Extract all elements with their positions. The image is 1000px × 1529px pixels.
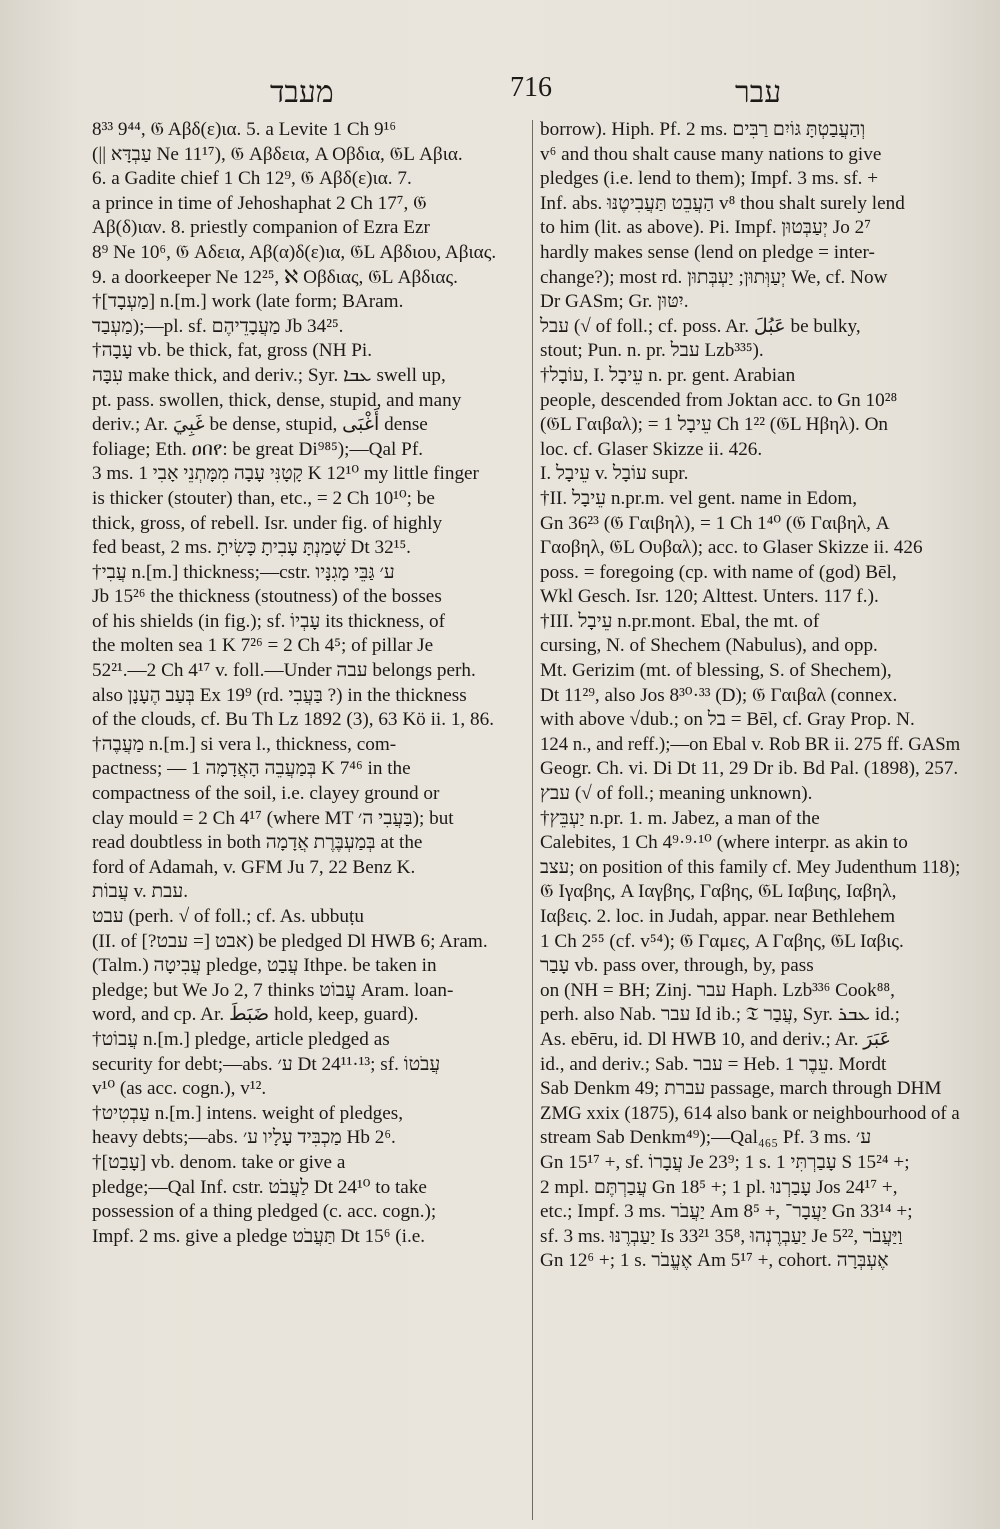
text-line: (𝔊L Γαιβαλ); = עֵיבָל 1 Ch 1²² (𝔊L Ηβηλ). On xyxy=(540,414,889,436)
text-line: sf. 3 ms. יַעַבְרֶנּוּ Is 33²¹ 35⁸, יַעַבְרֶנְהוּ Je 5²², וַיַּעֲבֹר xyxy=(540,1225,903,1247)
right-column xyxy=(540,118,960,1274)
text-line: Wkl Gesch. Isr. 120; Alttest. Unters. 117 f.). xyxy=(540,586,879,608)
text-line: cursing, N. of Shechem (Nabulus), and opp. xyxy=(540,635,878,657)
text-line: on (NH = BH; Zinj. עבר Haph. Lzb³³⁶ Cook⁸⁸, xyxy=(540,979,895,1001)
text-line: †עֲבִי n.[m.] thickness;—cstr. ע׳ גַּבֵּי מָגִנָּיו xyxy=(92,561,395,583)
text-line: Αβ(δ)ιαν. 8. priestly companion of Ezra Ezr xyxy=(92,217,430,239)
page-number: 716 xyxy=(510,72,552,103)
text-line: עצב; on position of this family cf. Mey Judenthum 118); xyxy=(540,856,961,878)
text-line: clay mould = 2 Ch 4¹⁷ (where MT בַּעֲבִי ה׳); but xyxy=(92,807,454,829)
text-line: stout; Pun. n. pr. עבל Lzb³³⁵). xyxy=(540,340,764,362)
page-header xyxy=(95,70,895,110)
text-line: Jb 15²⁶ the thickness (stoutness) of the bosses xyxy=(92,586,442,608)
text-line: Gn 15¹⁷ +, sf. עֲבָרוֹ Je 23⁹; 1 s. עָבַרְתִּי 1 S 15²⁴ +; xyxy=(540,1151,910,1173)
text-line: to him (lit. as above). Pi. Impf. יְעַבְּטוּן Jo 2⁷ xyxy=(540,217,871,239)
text-line: Inf. abs. הַעֲבֵט תַּעֲבִיטֶנּוּ v⁸ thou shalt surely lend xyxy=(540,192,905,214)
text-line: is thicker (stouter) than, etc., = 2 Ch 10¹⁰; be xyxy=(92,487,435,509)
text-line: pledges (i.e. lend to them); Impf. 3 ms. sf. + xyxy=(540,168,879,190)
text-line: †יַעְבֵּץ n.pr. 1. m. Jabez, a man of the xyxy=(540,807,820,829)
text-line: stream Sab Denkm⁴⁹);—Qal₄₆₅ Pf. 3 ms. ע׳ xyxy=(540,1127,872,1149)
text-line: 124 n., and reff.);—on Ebal v. Rob BR ii. 275 ff. GASm xyxy=(540,733,961,755)
text-line: Dt 11²⁹, also Jos 8³⁰·³³ (D); 𝔊 Γαιβαλ (connex. xyxy=(540,684,898,706)
text-line: 52²¹.—2 Ch 4¹⁷ v. foll.—Under עבה belongs perh. xyxy=(92,660,476,682)
text-line: (|| עַבְדָּא Ne 11¹⁷), 𝔊 Αβδεια, A Οβδια, 𝔊L Αβια. xyxy=(92,143,463,165)
text-line: עֲבוֹת v. עבת. xyxy=(92,881,189,903)
text-line: Dr GASm; Gr. יִטּוּן. xyxy=(540,291,689,313)
text-line: the molten sea 1 K 7²⁶ = 2 Ch 4⁵; of pillar Je xyxy=(92,635,434,657)
text-line: 6. a Gadite chief 1 Ch 12⁹, 𝔊 Αβδ(ε)ια. 7. xyxy=(92,168,412,190)
text-line: pactness; — בְּמַעֲבֵה הָאֲדָמָה 1 K 7⁴⁶ in the xyxy=(92,758,411,780)
text-line: Calebites, 1 Ch 4⁹·⁹·¹⁰ (where interpr. as akin to xyxy=(540,832,908,854)
text-line: id., and deriv.; Sab. עבר = Heb. עֵבֶר 1. Mordt xyxy=(540,1053,887,1075)
text-line: 9. a doorkeeper Ne 12²⁵, ℵ Οβδιας, 𝔊L Αβδιας. xyxy=(92,266,458,288)
text-line: possession of a thing pledged (c. acc. cogn.); xyxy=(92,1201,437,1223)
text-line: of the clouds, cf. Bu Th Lz 1892 (3), 63 Kö ii. 1, 86. xyxy=(92,709,494,731)
text-line: also בְּעַב הֶעָנָן Ex 19⁹ (rd. בַּעֲבִי ?) in the thickness xyxy=(92,684,467,706)
text-line: עבץ (√ of foll.; meaning unknown). xyxy=(540,783,813,805)
text-line: Γαοβηλ, 𝔊L Ουβαλ); acc. to Glaser Skizze ii. 426 xyxy=(540,537,923,559)
text-line: עִבָּה make thick, and deriv.; Syr. ܥܒܐ swell up, xyxy=(92,364,446,386)
text-line: loc. cf. Glaser Skizze ii. 426. xyxy=(540,438,763,460)
text-line: hardly makes sense (lend on pledge = inter- xyxy=(540,241,875,263)
text-line: foliage; Eth. ዐበየ: be great Di⁹⁸⁵);—Qal Pf. xyxy=(92,438,424,460)
text-line: a prince in time of Jehoshaphat 2 Ch 17⁷, 𝔊 xyxy=(92,192,427,214)
text-line: מַעְבַד);—pl. sf. מַעֲבָדֵיהֶם Jb 34²⁵. xyxy=(92,315,344,337)
text-line: עָבַר vb. pass over, through, by, pass xyxy=(540,955,814,977)
text-line: word, and cp. Ar. ضَبَطَ hold, keep, guard). xyxy=(92,1004,419,1026)
text-line: 2 mpl. עֲבַרְתֶּם Gn 18⁵ +; 1 pl. עָבַרְנוּ Jos 24¹⁷ +, xyxy=(540,1176,898,1198)
text-line: borrow). Hiph. Pf. 2 ms. וְהַעֲבַטְתָּ גּוֹיִם רַבִּים xyxy=(540,119,866,140)
text-line: pt. pass. swollen, thick, dense, stupid, and many xyxy=(92,389,462,411)
text-line: fed beast, 2 ms. שָׁמַנְתָּ עָבִיתָ כָּשִׂיתָ Dt 32¹⁵. xyxy=(92,537,411,559)
text-line: Gn 12⁶ +; 1 s. אֶעֱבֹר Am 5¹⁷ +, cohort. אֶעְבְּרָה xyxy=(540,1250,889,1272)
left-column xyxy=(92,118,529,1249)
text-line: compactness of the soil, i.e. clayey ground or xyxy=(92,783,440,805)
text-line: Mt. Gerizim (mt. of blessing, S. of Shechem), xyxy=(540,660,892,682)
text-line: †[עָבַט] vb. denom. take or give a xyxy=(92,1151,346,1173)
text-line: †III. עֵיבָל n.pr.mont. Ebal, the mt. of xyxy=(540,610,820,632)
text-line: heavy debts;—abs. מַכְבִּיד עָלָיו ע׳ Hb 2⁶. xyxy=(92,1127,396,1149)
text-line: 8⁹ Ne 10⁶, 𝔊 Αδεια, Αβ(α)δ(ε)ια, 𝔊L Αβδιου, Αβιας. xyxy=(92,241,497,263)
text-line: As. ebēru, id. Dl HWB 10, and deriv.; Ar. عَبَرَ xyxy=(540,1028,892,1050)
column-divider xyxy=(532,120,533,1520)
text-line: people, descended from Joktan acc. to Gn 10²⁸ xyxy=(540,389,898,411)
text-line: (Talm.) עֲבִיטָה pledge, עֲבַט Ithpe. be taken in xyxy=(92,955,437,977)
text-line: security for debt;—abs. ע׳ Dt 24¹¹·¹³; sf. עֲבֹטוֹ xyxy=(92,1053,441,1075)
text-line: I. עֵיבָל v. עוֹבָל supr. xyxy=(540,463,689,485)
text-line: עבט (perh. √ of foll.; cf. As. ubbuṭu xyxy=(92,906,364,927)
text-line: †עַבְטִיט n.[m.] intens. weight of pledges, xyxy=(92,1102,404,1124)
text-line: †עָבָה vb. be thick, fat, gross (NH Pi. xyxy=(92,340,373,362)
text-line: 8³³ 9⁴⁴, 𝔊 Αβδ(ε)ια. 5. a Levite 1 Ch 9¹⁶ xyxy=(92,119,397,140)
text-line: etc.; Impf. 3 ms. יַעֲבֹר Am 8⁵ +, יַעֲבָר־ Gn 33¹⁴ +; xyxy=(540,1201,913,1223)
text-line: Geogr. Ch. vi. Di Dt 11, 29 Dr ib. Bd Pal. (1898), 257. xyxy=(540,758,959,780)
text-line: †עוֹבָל, I. עֵיבָל n. pr. gent. Arabian xyxy=(540,364,796,386)
text-line: Gn 36²³ (𝔊 Γαιβηλ), = 1 Ch 1⁴⁰ (𝔊 Γαιβηλ, A xyxy=(540,512,890,534)
text-line: with above √dub.; on בל = Bēl, cf. Gray Prop. N. xyxy=(540,709,915,731)
text-line: (II. of אבט [= עבט?]) be pledged Dl HWB 6; Aram. xyxy=(92,930,488,952)
text-line: thick, gross, of rebell. Isr. under fig. of highly xyxy=(92,512,443,534)
text-line: †עֲבוֹט n.[m.] pledge, article pledged as xyxy=(92,1028,390,1050)
text-line: עבל (√ of foll.; cf. poss. Ar. عَبُلَ be bulky, xyxy=(540,315,861,337)
running-head-right: עבר xyxy=(735,76,782,109)
text-line: †[מַעְבָד] n.[m.] work (late form; BAram. xyxy=(92,291,404,313)
text-line: 3 ms. קָטָנִּי עָבָה מִמָּתְנֵי אָבִי 1 K 12¹⁰ my little finger xyxy=(92,463,479,485)
text-line: 1 Ch 2⁵⁵ (cf. v⁵⁴); 𝔊 Γαμες, A Γαβης, 𝔊L Ιαβις. xyxy=(540,930,904,952)
text-line: read doubtless in both בְּמַעְבֶּרֶת אֲדָמָה at the xyxy=(92,832,423,854)
text-line: of his shields (in fig.); sf. עָבְיוֹ its thickness, of xyxy=(92,610,446,632)
text-line: pledge; but We Jo 2, 7 thinks עֲבוֹט Aram. loan- xyxy=(92,979,454,1001)
text-line: Sab Denkm 49; עברת passage, march through DHM xyxy=(540,1078,942,1100)
text-line: v¹⁰ (as acc. cogn.), v¹². xyxy=(92,1078,267,1100)
text-line: ford of Adamah, v. GFM Ju 7, 22 Benz K. xyxy=(92,856,416,878)
text-line: Impf. 2 ms. give a pledge תַּעֲבֹט Dt 15⁶ (i.e. xyxy=(92,1225,426,1247)
running-head-left: מעבד xyxy=(270,76,334,109)
text-line: deriv.; Ar. غَبِيَ be dense, stupid, أَغْبَى dense xyxy=(92,414,428,436)
text-line: †II. עֵיבָל n.pr.m. vel gent. name in Edom, xyxy=(540,487,858,509)
text-line: pledge;—Qal Inf. cstr. לַעֲבֹט Dt 24¹⁰ to take xyxy=(92,1176,427,1198)
text-line: ZMG xxix (1875), 614 also bank or neighbourhood of a xyxy=(540,1102,960,1124)
text-line: †מַעֲבֶה n.[m.] si vera l., thickness, com- xyxy=(92,733,397,755)
text-line: change?); most rd. יְעַוְּתוּן; יַעְבְּתוּן We, cf. Now xyxy=(540,266,888,288)
text-line: v⁶ and thou shalt cause many nations to give xyxy=(540,143,882,165)
text-line: poss. = foregoing (cp. with name of (god) Bēl, xyxy=(540,561,897,583)
text-line: 𝔊 Ιγαβης, A Ιαγβης, Γαβης, 𝔊L Ιαβιης, Ιαβηλ, xyxy=(540,881,897,903)
text-line: perh. also Nab. עבר Id ib.; 𝔗 עֲבַר, Syr. ܥܒܪ id.; xyxy=(540,1004,900,1026)
text-line: Ιαβεις. 2. loc. in Judah, appar. near Bethlehem xyxy=(540,906,895,927)
